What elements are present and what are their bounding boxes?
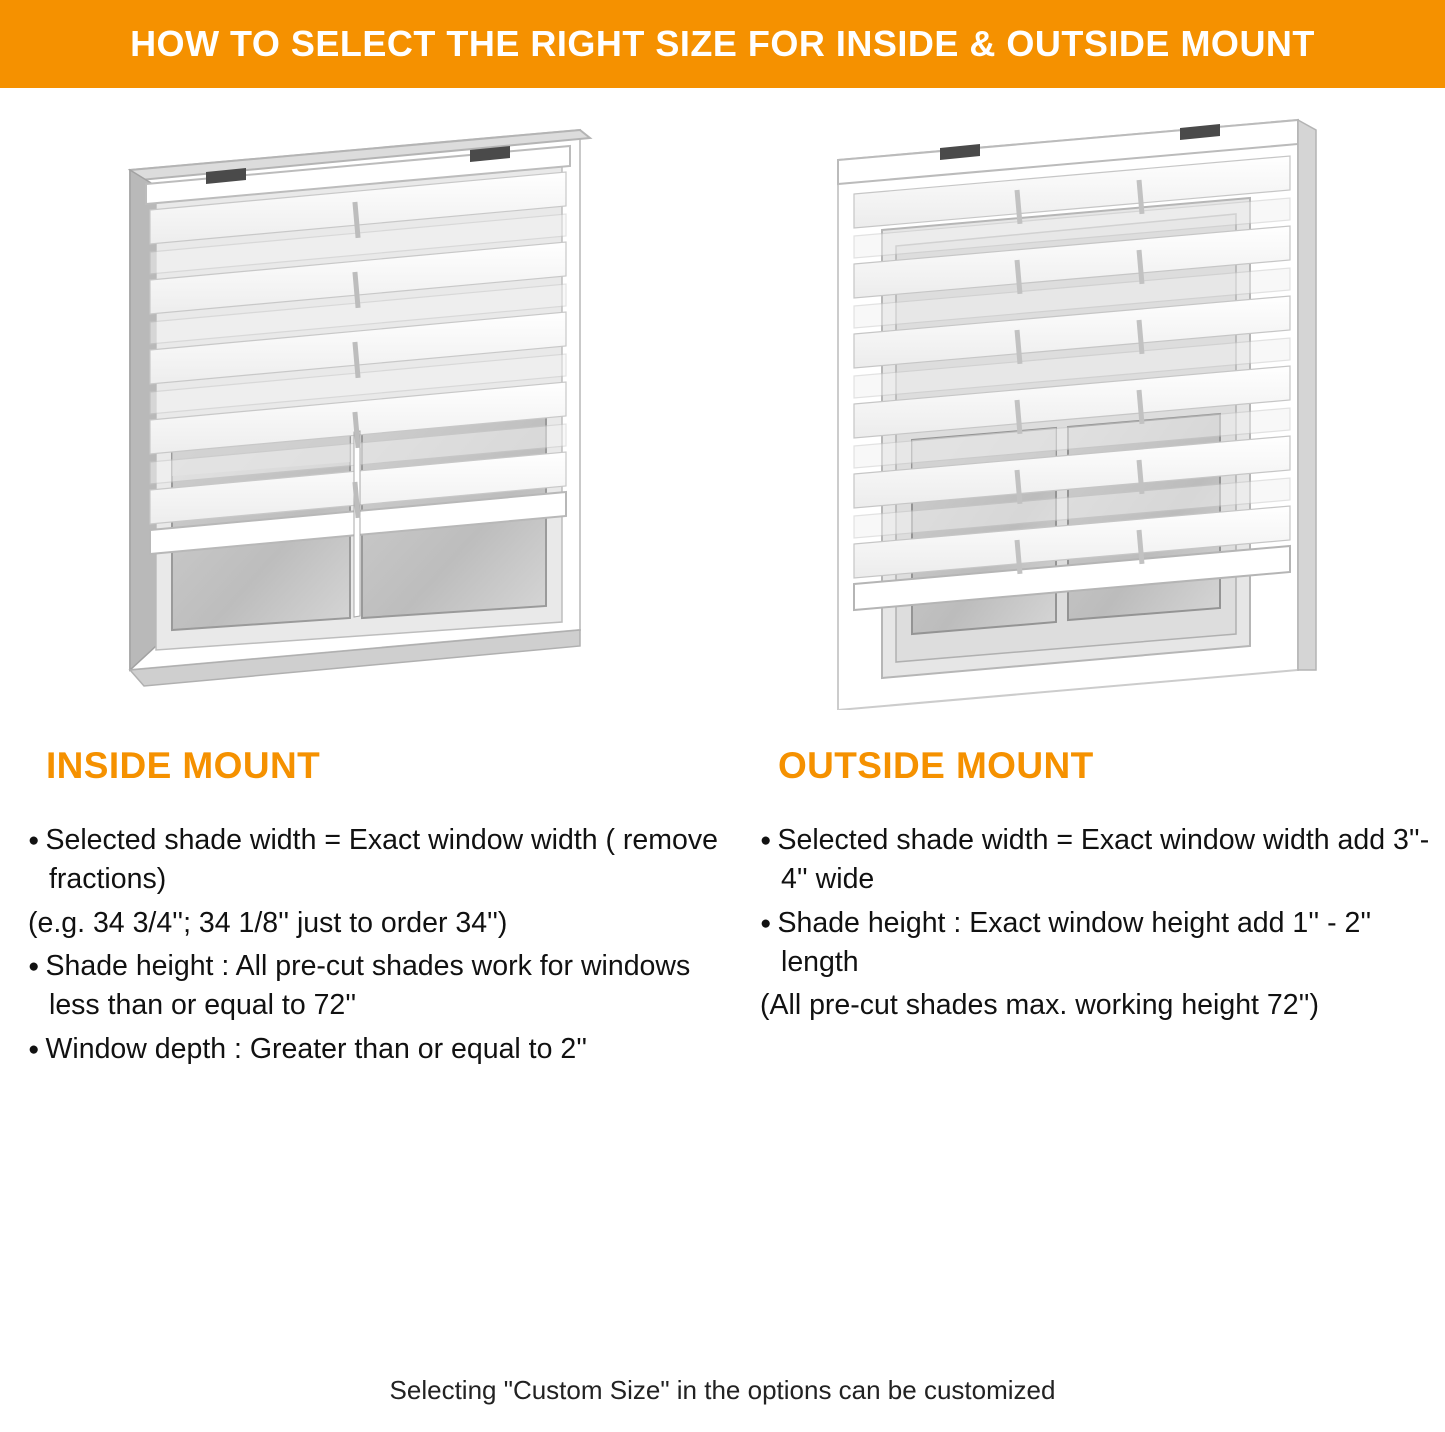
bullet-icon: ● <box>28 1038 40 1060</box>
list-item <box>760 904 1440 983</box>
list-item-text: (All pre-cut shades max. working height 72'') <box>760 989 1319 1022</box>
outside-mount-window-illustration <box>820 110 1380 710</box>
list-item-text: Shade height : All pre-cut shades work for windows less than or equal to 72'' <box>45 949 691 1022</box>
list-item <box>28 947 718 1026</box>
list-item-text: Selected shade width = Exact window width ( remove fractions) <box>45 824 718 896</box>
bullet-icon: ● <box>28 955 40 977</box>
header-banner <box>0 0 1445 88</box>
illustration-area <box>0 110 1445 740</box>
bullet-icon: ● <box>760 912 772 934</box>
list-item-text: Shade height : Exact window height add 1'' - 2'' length <box>777 906 1372 978</box>
outside-mount-heading: OUTSIDE MOUNT <box>778 745 1094 786</box>
footer-note: Selecting "Custom Size" in the options can be customized <box>389 1375 1056 1405</box>
bullet-icon: ● <box>760 830 772 851</box>
outside-mount-column <box>760 745 1440 1030</box>
outside-mount-bullet-list <box>760 821 1440 1026</box>
page-title: HOW TO SELECT THE RIGHT SIZE FOR INSIDE & OUTSIDE MOUNT <box>130 23 1315 64</box>
list-item <box>28 821 718 900</box>
inside-mount-bullet-list <box>28 821 718 1069</box>
inside-mount-column <box>28 745 718 1073</box>
list-item <box>760 986 1440 1025</box>
list-item-text: (e.g. 34 3/4''; 34 1/8'' just to order 34'') <box>28 906 508 939</box>
list-item <box>28 904 718 943</box>
list-item-text: Window depth : Greater than or equal to 2'' <box>45 1032 588 1065</box>
list-item <box>760 821 1440 900</box>
list-item-text: Selected shade width = Exact window width add 3''- 4'' wide <box>777 824 1430 896</box>
inside-mount-window-illustration <box>110 110 670 710</box>
bullet-icon: ● <box>28 830 40 851</box>
inside-mount-heading: INSIDE MOUNT <box>46 745 321 786</box>
list-item <box>28 1030 718 1069</box>
